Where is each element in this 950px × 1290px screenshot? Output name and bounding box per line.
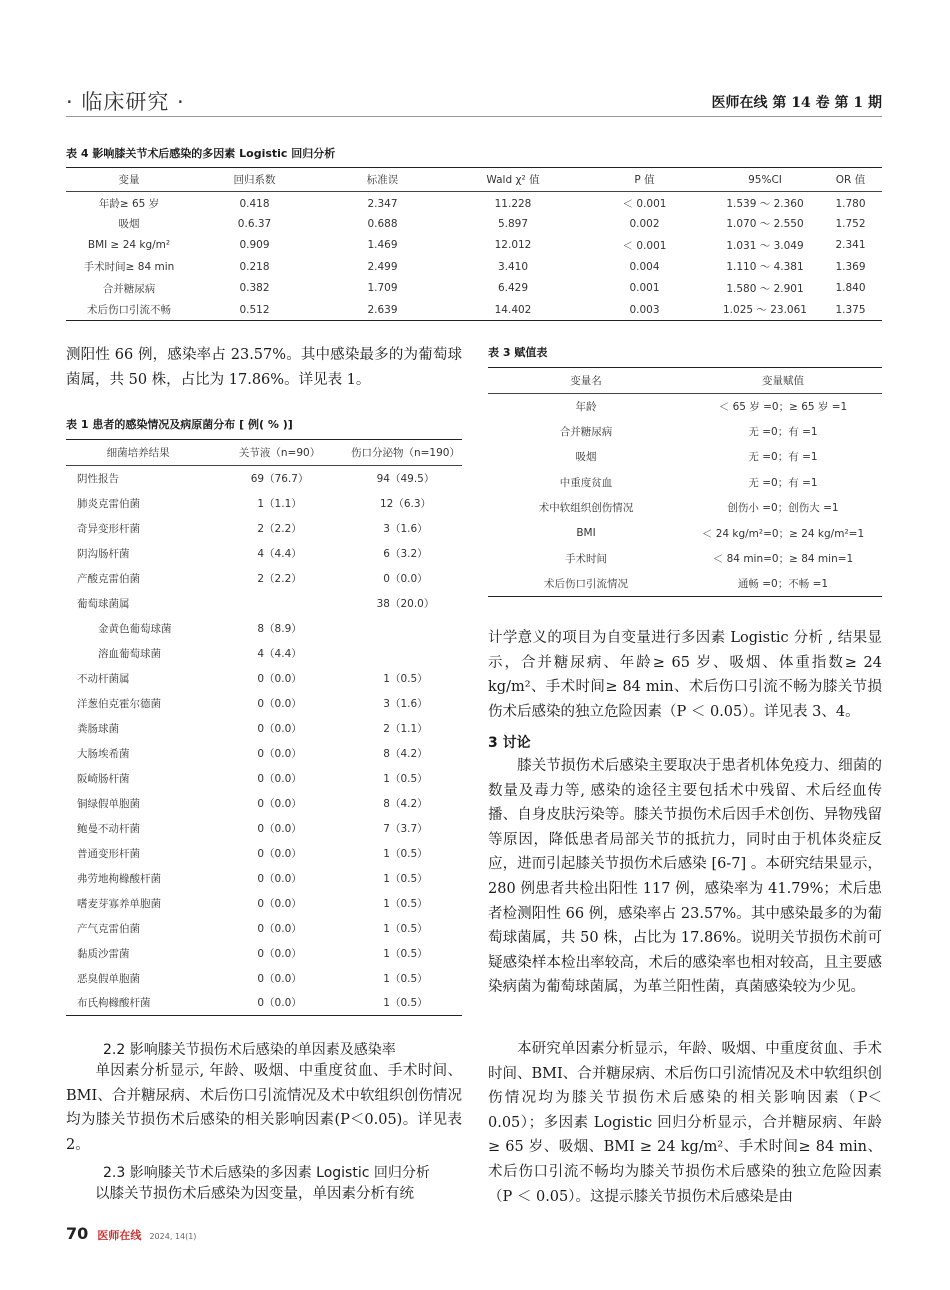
table-cell: 1.031 ～ 3.049 — [726, 239, 804, 252]
table-cell: 2.639 — [367, 303, 398, 316]
table-cell: 94（49.5） — [376, 472, 435, 485]
table-row — [66, 278, 882, 300]
section-title: · 临床研究 · — [66, 90, 185, 114]
table-cell: 8（4.2） — [383, 797, 428, 810]
page-number: 70 — [66, 1224, 89, 1243]
table-row — [66, 616, 462, 641]
table-cell: 肺炎克雷伯菌 — [77, 497, 140, 510]
left-paragraph-1: 测阳性 66 例，感染率占 23.57%。其中感染最多的为葡萄球菌属，共 50 株，占比为 17.86%。详见表 1。 — [66, 347, 462, 388]
table-row — [488, 520, 882, 545]
table-cell: 4（4.4） — [257, 547, 302, 560]
journal-info: 医师在线 第 14 卷 第 1 期 — [711, 95, 882, 111]
table-row — [66, 641, 462, 666]
table3-header-cell: 变量名 — [570, 375, 602, 387]
table-cell: 合并糖尿病 — [102, 282, 156, 295]
table-cell: ＜ 84 min=0；≥ 84 min=1 — [712, 553, 854, 566]
table-cell: 1.375 — [835, 303, 866, 316]
table4-header-cell: 标准误 — [366, 174, 399, 186]
table-cell: 0.909 — [239, 239, 270, 252]
table-cell: 1（0.5） — [383, 847, 428, 860]
table-row — [488, 394, 882, 419]
table-cell: 69（76.7） — [250, 472, 309, 485]
table-cell: 0（0.0） — [383, 572, 428, 585]
table-row — [488, 444, 882, 469]
table-cell: 0（0.0） — [257, 672, 302, 685]
header-divider — [66, 116, 882, 117]
table-cell: 0.382 — [239, 282, 270, 295]
table-cell: 0（0.0） — [257, 847, 302, 860]
table4-header-cell: Wald χ² 值 — [486, 174, 540, 186]
table-cell: BMI ≥ 24 kg/m² — [87, 239, 171, 252]
table-cell: 14.402 — [494, 303, 532, 316]
table-cell: ＜ 0.001 — [622, 198, 667, 210]
table-cell: 5.897 — [497, 217, 529, 230]
table-cell: 金黄色葡萄球菌 — [98, 622, 172, 635]
table-cell: 术中软组织创伤情况 — [538, 502, 634, 515]
table1-caption: 表 1 患者的感染情况及病原菌分布 [ 例( % )] — [66, 418, 293, 431]
table-row — [66, 716, 462, 741]
table-cell: 中重度贫血 — [559, 476, 613, 489]
table-cell — [349, 641, 462, 666]
table-cell: 11.228 — [494, 197, 532, 210]
heading-2-3: 2.3 影响膝关节术后感染的多因素 Logistic 回归分析 — [103, 1165, 430, 1181]
table-cell: 2.499 — [367, 260, 398, 273]
table-cell: 0.003 — [629, 303, 660, 316]
table4 — [66, 167, 882, 321]
table-row — [66, 666, 462, 691]
table-row — [66, 541, 462, 566]
table-cell: 0（0.0） — [257, 997, 302, 1010]
table-row — [66, 991, 462, 1016]
table-cell: 0（0.0） — [257, 822, 302, 835]
table-cell: 普通变形杆菌 — [77, 847, 140, 860]
table-cell: 手术时间 — [565, 553, 607, 566]
table-cell: 恶臭假单胞菌 — [77, 972, 140, 985]
table4-header-cell: P 值 — [634, 174, 655, 186]
table-cell: 3（1.6） — [383, 522, 428, 535]
table-row — [66, 466, 462, 491]
table-cell: 0（0.0） — [257, 697, 302, 710]
table-cell: 3.410 — [497, 260, 529, 273]
table-cell: 1（0.5） — [383, 897, 428, 910]
page-footer — [66, 1224, 196, 1243]
table-cell: 阴沟肠杆菌 — [77, 547, 130, 560]
table-cell: 吸烟 — [118, 218, 140, 231]
table-cell: 无 =0；有 =1 — [748, 426, 818, 439]
table-row — [66, 766, 462, 791]
table-cell: 创伤小 =0；创伤大 =1 — [727, 502, 839, 515]
table-cell: 阪崎肠杆菌 — [77, 772, 130, 785]
table-cell: 铜绿假单胞菌 — [77, 797, 140, 810]
right-paragraph-1: 计学意义的项目为自变量进行多因素 Logistic 分析 , 结果显示，合并糖尿病、年龄≥ 65 岁、吸烟、体重指数≥ 24 kg/m²、手术时间≥ 84 min、术后伤口引流不畅为膝关节损伤术后感染的独立危险因素（P ＜ 0.05）。详见表 3、4。 — [488, 630, 882, 720]
table-cell: 1（0.5） — [383, 672, 428, 685]
table-cell: 0.001 — [629, 282, 660, 295]
table-row — [488, 419, 882, 444]
table4-header-cell: OR 值 — [835, 174, 866, 186]
table1 — [66, 439, 462, 1016]
table-cell: 手术时间≥ 84 min — [83, 261, 175, 274]
table-cell: 合并糖尿病 — [559, 426, 613, 439]
journal-logo: 医师在线 — [97, 1229, 142, 1242]
heading-2-2: 2.2 影响膝关节损伤术后感染的单因素及感染率 — [103, 1042, 396, 1058]
table-cell: 7（3.7） — [383, 822, 428, 835]
table-cell — [210, 591, 349, 616]
table-cell: 8（8.9） — [257, 622, 302, 635]
table-cell: 溶血葡萄球菌 — [98, 647, 161, 660]
right-paragraph-3 — [488, 1037, 882, 1209]
table-cell: 奇异变形杆菌 — [77, 522, 140, 535]
table-cell: 12（6.3） — [379, 497, 432, 510]
table-row — [488, 470, 882, 495]
table-cell: 38（20.0） — [376, 597, 435, 610]
table-cell: 0（0.0） — [257, 972, 302, 985]
table-cell: 2（2.2） — [257, 572, 302, 585]
table4-header-cell: 变量 — [118, 174, 140, 186]
table-cell: 鲍曼不动杆菌 — [77, 822, 140, 835]
table-row — [66, 791, 462, 816]
table-cell: 0（0.0） — [257, 797, 302, 810]
paragraph-2-2-text: 单因素分析显示, 年龄、吸烟、中重度贫血、手术时间、BMI、合并糖尿病、术后伤口引流情况及术中软组织创伤情况均为膝关节损伤术后感染的相关影响因素(P＜0.05)。详见表 2。 — [66, 1063, 462, 1153]
table-cell: 通畅 =0；不畅 =1 — [737, 578, 829, 591]
paragraph-2-3 — [66, 1182, 462, 1207]
table-cell: 0.512 — [239, 303, 270, 316]
table-cell: 6（3.2） — [383, 547, 428, 560]
table-cell: 1.070 ～ 2.550 — [726, 218, 804, 231]
table-cell: 葡萄球菌属 — [77, 597, 130, 610]
right-paragraph-3-text: 本研究单因素分析显示，年龄、吸烟、中重度贫血、手术时间、BMI、合并糖尿病、术后伤口引流情况及术中软组织创伤情况均为膝关节损伤术后感染的相关影响因素（P＜0.05）；多因素 Logistic 回归分析显示，合并糖尿病、年龄≥ 65 岁、吸烟、BMI ≥ 24 kg/m²、手术时间≥ 84 min、术后伤口引流不畅均为膝关节损伤术后感染的独立危险因素（P ＜ 0.05）。这提示膝关节损伤术后感染是由 — [488, 1041, 882, 1205]
table-cell: 1.780 — [835, 197, 866, 210]
table-row — [66, 741, 462, 766]
table-cell: 产酸克雷伯菌 — [77, 572, 140, 585]
table-cell: 洋葱伯克霍尔德菌 — [77, 697, 161, 710]
right-paragraph-2 — [488, 754, 882, 1000]
table-cell: 2.341 — [835, 239, 866, 252]
table-cell: 1（1.1） — [257, 497, 302, 510]
table-cell: 4（4.4） — [257, 647, 302, 660]
table-row — [66, 866, 462, 891]
table1-header-cell: 伤口分泌物（n=190） — [350, 447, 460, 459]
table3-caption: 表 3 赋值表 — [488, 346, 548, 359]
table-cell: 0（0.0） — [257, 947, 302, 960]
table-row — [66, 691, 462, 716]
table-cell: 0（0.0） — [257, 722, 302, 735]
table3-header-cell: 变量赋值 — [762, 375, 804, 387]
table-cell: 0.688 — [367, 217, 398, 230]
table-cell: 0（0.0） — [257, 772, 302, 785]
table-cell: 黏质沙雷菌 — [77, 947, 130, 960]
table1-header-cell: 细菌培养结果 — [106, 447, 170, 459]
table-cell: 0.218 — [239, 260, 270, 273]
table-cell: 1.752 — [835, 217, 866, 230]
table-row — [66, 841, 462, 866]
table-cell: 产气克雷伯菌 — [77, 922, 140, 935]
table-cell: 1.539 ～ 2.360 — [726, 198, 804, 210]
table-cell: 1.840 — [835, 282, 866, 295]
table4-header-cell: 95%CI — [748, 173, 782, 186]
table-cell: 阴性报告 — [77, 472, 119, 485]
table-cell: 2（2.2） — [257, 522, 302, 535]
table-cell: 0（0.0） — [257, 922, 302, 935]
table4-header-cell: 回归系数 — [233, 174, 276, 186]
table-cell: ＜ 65 岁 =0；≥ 65 岁 =1 — [718, 400, 848, 413]
table-row — [66, 299, 882, 321]
table-cell: 不动杆菌属 — [77, 672, 130, 685]
table-row — [66, 213, 882, 235]
table-cell: 0.004 — [629, 260, 660, 273]
table-cell: 2（1.1） — [383, 722, 428, 735]
table-row — [488, 571, 882, 596]
right-paragraph-2-text: 膝关节损伤术后感染主要取决于患者机体免疫力、细菌的数量及毒力等, 感染的途径主要包括术中残留、术后经血传播、自身皮肤污染等。膝关节损伤术后因手术创伤、异物残留等原因，降低患者局部关节的抵抗力，同时由于机体炎症反应，进而引起膝关节损伤术后感染 [6-7] 。本研究结果显示，280 例患者共检出阳性 117 例，感染率为 41.79%；术后患者检测阳性 66 例，感染率占 23.57%。其中感染最多的为葡萄球菌属，共 50 株，占比为 17.86%。说明关节损伤术前可疑感染样本检出率较高，术后的感染率也相对较高，且主要感染病菌为葡萄球菌属，为革兰阳性菌，真菌感染较为少见。 — [488, 758, 882, 996]
table-cell: 6.429 — [497, 282, 529, 295]
table-cell: 0.6.37 — [237, 217, 272, 230]
paragraph-2-2 — [66, 1059, 462, 1157]
page-header — [66, 86, 882, 116]
table-cell: 1（0.5） — [383, 872, 428, 885]
table-cell: 年龄≥ 65 岁 — [98, 198, 160, 210]
table-cell: 3（1.6） — [383, 697, 428, 710]
table-row — [66, 566, 462, 591]
table-cell: 0.418 — [239, 197, 270, 210]
table4-caption: 表 4 影响膝关节术后感染的多因素 Logistic 回归分析 — [66, 147, 336, 160]
table-cell: 2.347 — [367, 197, 398, 210]
table-cell: 0（0.0） — [257, 747, 302, 760]
table-cell: 布氏枸橼酸杆菌 — [77, 997, 151, 1010]
table-row — [66, 516, 462, 541]
table-cell: ＜ 0.001 — [622, 239, 667, 252]
table-cell: 粪肠球菌 — [77, 722, 119, 735]
table-row — [66, 235, 882, 257]
table-cell: 无 =0；有 =1 — [748, 476, 818, 489]
table-cell: 1（0.5） — [383, 947, 428, 960]
table3 — [488, 367, 882, 597]
table-cell: 0（0.0） — [257, 897, 302, 910]
table-cell: 吸烟 — [575, 451, 597, 464]
table-cell: BMI — [576, 527, 596, 540]
table-cell: 无 =0；有 =1 — [748, 451, 818, 464]
table-cell: 术后伤口引流不畅 — [87, 304, 171, 316]
table-row — [66, 916, 462, 941]
table-cell: 1（0.5） — [383, 922, 428, 935]
table-cell: 1（0.5） — [383, 772, 428, 785]
table-cell: 1.110 ～ 4.381 — [726, 261, 804, 274]
table-cell: 1.709 — [367, 282, 398, 295]
table-cell: ＜ 24 kg/m²=0；≥ 24 kg/m²=1 — [701, 527, 865, 540]
table-cell: 大肠埃希菌 — [77, 747, 130, 760]
table-cell: 1（0.5） — [383, 972, 428, 985]
table-cell: 1.469 — [367, 239, 398, 252]
table-row — [66, 192, 882, 214]
table-row — [66, 941, 462, 966]
heading-3: 3 讨论 — [488, 735, 531, 751]
table-cell: 1.369 — [835, 260, 866, 273]
table-cell: 0（0.0） — [257, 872, 302, 885]
table-cell: 年龄 — [575, 400, 597, 413]
table-cell: 弗劳地枸橼酸杆菌 — [77, 872, 161, 885]
table1-header-cell: 关节液（n=90） — [238, 447, 321, 459]
table-row — [66, 816, 462, 841]
table-row — [66, 891, 462, 916]
table-row — [66, 591, 462, 616]
table-cell: 8（4.2） — [383, 747, 428, 760]
paragraph-2-3-text: 以膝关节损伤术后感染为因变量，单因素分析有统 — [95, 1186, 414, 1202]
table-row — [488, 495, 882, 520]
table-row — [66, 966, 462, 991]
table-cell: 0.002 — [629, 217, 660, 230]
table-cell — [349, 616, 462, 641]
table-cell: 1.025 ～ 23.061 — [723, 304, 807, 316]
table-cell: 术后伤口引流情况 — [544, 578, 628, 591]
table-cell: 1.580 ～ 2.901 — [726, 282, 804, 295]
table-row — [66, 256, 882, 278]
table-row — [488, 546, 882, 571]
table-row — [66, 491, 462, 516]
table-cell: 嗜麦芽寡养单胞菌 — [77, 897, 161, 910]
issue-info: 2024, 14(1) — [149, 1232, 197, 1241]
table-cell: 12.012 — [494, 239, 532, 252]
table-cell: 1（0.5） — [383, 997, 428, 1010]
